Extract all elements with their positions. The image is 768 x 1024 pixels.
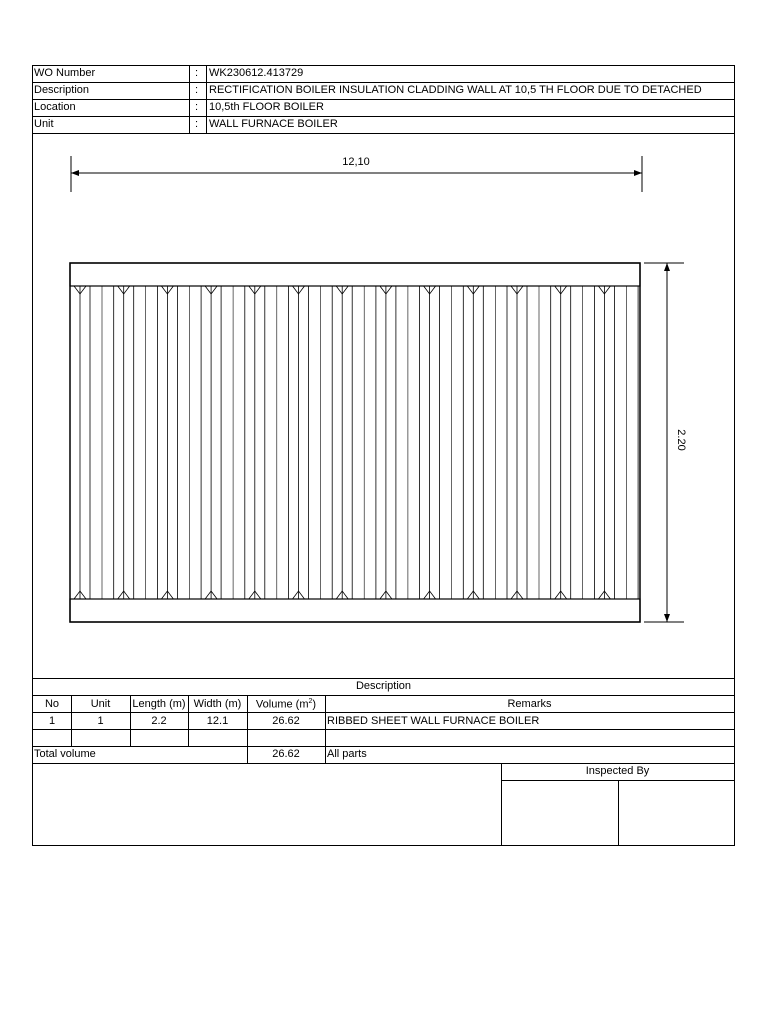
description-section-title: Description — [355, 680, 412, 692]
colon: : — [195, 118, 199, 130]
row-unit: 1 — [97, 715, 104, 727]
location-value: 10,5th FLOOR BOILER — [209, 101, 324, 113]
unit-label: Unit — [34, 118, 54, 130]
colon: : — [195, 84, 199, 96]
colon: : — [195, 67, 199, 79]
location-label: Location — [34, 101, 76, 113]
width-dimension: 12,10 — [342, 156, 370, 168]
col-remarks-header: Remarks — [507, 698, 552, 710]
col-width-header: Width (m) — [193, 698, 242, 710]
total-volume-label: Total volume — [34, 748, 96, 760]
work-order-sheet — [32, 65, 735, 846]
description-label: Description — [34, 84, 90, 96]
header-divider — [189, 66, 190, 133]
wo-number-value: WK230612.413729 — [209, 67, 304, 79]
wo-number-row — [33, 66, 734, 83]
row-no: 1 — [48, 715, 56, 727]
row-volume: 26.62 — [272, 715, 300, 727]
bottom-flashing — [70, 599, 640, 622]
header-divider — [206, 66, 207, 133]
top-flashing — [70, 263, 640, 286]
signature-divider — [618, 780, 619, 845]
col-length-header: Length (m) — [132, 698, 186, 710]
location-row — [33, 100, 734, 117]
row-length: 2.2 — [151, 715, 167, 727]
height-dimension: 2.20 — [675, 429, 687, 451]
panel-outline — [70, 263, 640, 622]
wo-number-label: WO Number — [34, 67, 96, 79]
description-value: RECTIFICATION BOILER INSULATION CLADDING WALL AT 10,5 TH FLOOR DUE TO DETACHED — [209, 84, 702, 96]
description-row — [33, 83, 734, 100]
ribbed-panel — [70, 263, 640, 622]
col-no-header: No — [44, 698, 60, 710]
row-width: 12.1 — [206, 715, 229, 727]
total-remarks: All parts — [327, 748, 367, 760]
total-volume-value: 26.62 — [272, 748, 300, 760]
unit-row — [33, 117, 734, 134]
cladding-drawing — [33, 133, 734, 678]
col-volume-header: Volume $(m^2)$ — [255, 698, 317, 711]
colon: : — [195, 101, 199, 113]
inspected-by-label: Inspected By — [585, 765, 650, 777]
col-unit-header: Unit — [90, 698, 111, 710]
row-remarks: RIBBED SHEET WALL FURNACE BOILER — [327, 715, 540, 727]
unit-value: WALL FURNACE BOILER — [209, 118, 338, 130]
